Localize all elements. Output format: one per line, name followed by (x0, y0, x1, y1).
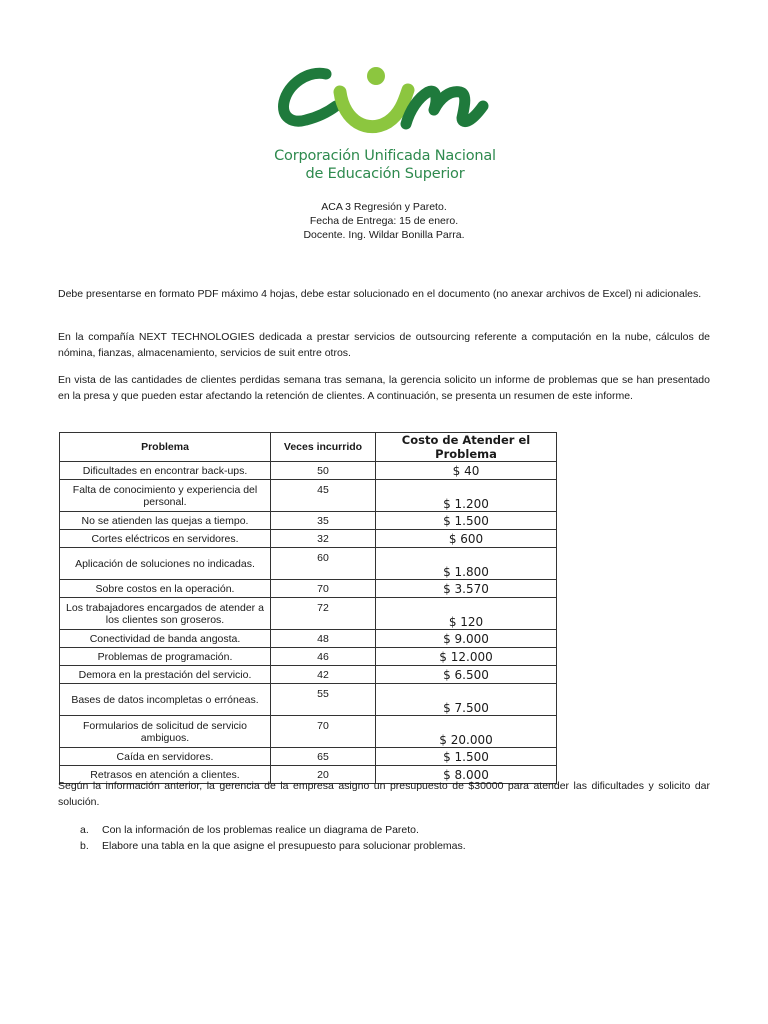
cell-times: 55 (271, 684, 376, 716)
table-row (60, 648, 557, 666)
cell-problem: Aplicación de soluciones no indicadas. (60, 548, 271, 580)
task-text: Elabore una tabla en la que asigne el presupuesto para solucionar problemas. (102, 840, 466, 852)
task-item (80, 838, 466, 854)
cell-times: 60 (271, 548, 376, 580)
cell-cost: $ 120 (376, 598, 557, 630)
cell-times: 72 (271, 598, 376, 630)
cell-times: 35 (271, 512, 376, 530)
column-header-problem: Problema (60, 433, 271, 462)
paragraph-budget: Según la información anterior, la gerencia de la empresa asigno un presupuesto de $30000 para atender las dificultades y solicito dar solución. (58, 780, 710, 808)
cell-problem: Formularios de solicitud de servicio ambiguos. (60, 716, 271, 748)
cell-problem: No se atienden las quejas a tiempo. (60, 512, 271, 530)
cell-times: 45 (271, 480, 376, 512)
table-row (60, 598, 557, 630)
column-header-times: Veces incurrido (271, 433, 376, 462)
organization-name (240, 147, 530, 183)
paragraph-company-description: En la compañía NEXT TECHNOLOGIES dedicada a prestar servicios de outsourcing referente a computación en la nube, cálculos de nómina, fianzas, almacenamiento, servicios de suit entre otros. (58, 331, 710, 359)
cell-problem: Falta de conocimiento y experiencia del personal. (60, 480, 271, 512)
cell-problem: Cortes eléctricos en servidores. (60, 530, 271, 548)
table-row (60, 580, 557, 598)
cell-cost: $ 8.000 (376, 766, 557, 784)
task-marker: a. (80, 824, 89, 836)
cell-cost: $ 1.500 (376, 748, 557, 766)
assignment-header (184, 200, 584, 242)
cell-cost: $ 6.500 (376, 666, 557, 684)
paragraph-format-instructions: Debe presentarse en formato PDF máximo 4 hojas, debe estar solucionado en el documento (no anexar archivos de Excel) ni adicionales. (58, 288, 702, 300)
cun-logo-icon (278, 62, 493, 142)
cell-problem: Caída en servidores. (60, 748, 271, 766)
cell-problem: Retrasos en atención a clientes. (60, 766, 271, 784)
table-row (60, 530, 557, 548)
table-row (60, 480, 557, 512)
cell-cost: $ 1.200 (376, 480, 557, 512)
task-text: Con la información de los problemas realice un diagrama de Pareto. (102, 824, 419, 836)
cell-cost: $ 1.800 (376, 548, 557, 580)
cell-times: 32 (271, 530, 376, 548)
cell-cost: $ 7.500 (376, 684, 557, 716)
cell-cost: $ 9.000 (376, 630, 557, 648)
cell-times: 70 (271, 580, 376, 598)
table-row (60, 462, 557, 480)
cell-times: 50 (271, 462, 376, 480)
task-list (80, 822, 466, 854)
cell-times: 65 (271, 748, 376, 766)
task-marker: b. (80, 840, 89, 852)
task-item (80, 822, 466, 838)
cell-cost: $ 20.000 (376, 716, 557, 748)
cell-problem: Demora en la prestación del servicio. (60, 666, 271, 684)
column-header-cost: Costo de Atender el Problema (376, 433, 557, 462)
table-row (60, 684, 557, 716)
due-date: Fecha de Entrega: 15 de enero. (309, 215, 459, 227)
teacher-name: Docente. Ing. Wildar Bonilla Parra. (303, 229, 465, 241)
cell-times: 42 (271, 666, 376, 684)
assignment-title: ACA 3 Regresión y Pareto. (321, 201, 447, 213)
org-name-line2: de Educación Superior (305, 166, 465, 182)
cell-problem: Problemas de programación. (60, 648, 271, 666)
cell-problem: Conectividad de banda angosta. (60, 630, 271, 648)
table-row (60, 630, 557, 648)
problems-table (59, 432, 557, 784)
cell-problem: Los trabajadores encargados de atender a los clientes son groseros. (60, 598, 271, 630)
table-row (60, 548, 557, 580)
paragraph-report-context: En vista de las cantidades de clientes perdidas semana tras semana, la gerencia solicito un informe de problemas que se han presentado en la presa y que pueden estar afectando la retención de clientes. A continuación, se presenta un resumen de este informe. (58, 374, 710, 402)
cell-problem: Bases de datos incompletas o erróneas. (60, 684, 271, 716)
cell-times: 46 (271, 648, 376, 666)
cell-times: 20 (271, 766, 376, 784)
org-name-line1: Corporación Unificada Nacional (274, 148, 496, 164)
table-row (60, 666, 557, 684)
cell-cost: $ 600 (376, 530, 557, 548)
table-header-row (60, 433, 557, 462)
table-row (60, 748, 557, 766)
cell-cost: $ 1.500 (376, 512, 557, 530)
cell-times: 70 (271, 716, 376, 748)
cell-problem: Sobre costos en la operación. (60, 580, 271, 598)
cell-times: 48 (271, 630, 376, 648)
cell-cost: $ 3.570 (376, 580, 557, 598)
cell-cost: $ 12.000 (376, 648, 557, 666)
cell-problem: Dificultades en encontrar back-ups. (60, 462, 271, 480)
cell-cost: $ 40 (376, 462, 557, 480)
table-row (60, 512, 557, 530)
table-row (60, 716, 557, 748)
